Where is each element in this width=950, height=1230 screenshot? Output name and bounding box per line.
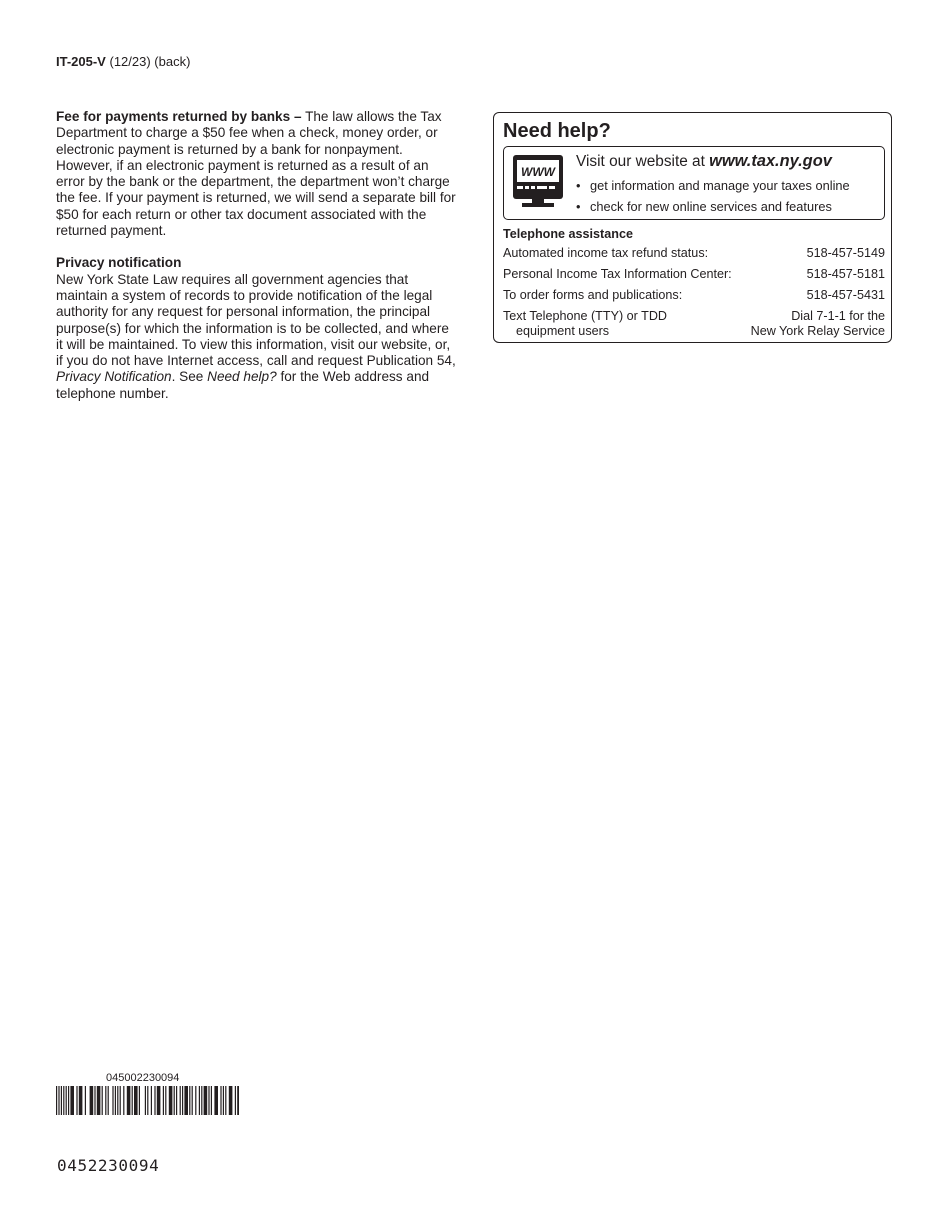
fee-heading: Fee for payments returned by banks – [56,109,302,124]
bullet-text: check for new online services and features [590,199,832,214]
list-item [576,196,850,217]
phone-label: To order forms and publications: [503,288,683,302]
phone-label: Personal Income Tax Information Center: [503,267,732,281]
scan-line-number: 0452230094 [57,1156,160,1175]
phone-number: 518-457-5181 [806,267,885,281]
privacy-body-2: . See [171,369,208,385]
form-identifier [56,54,190,69]
privacy-body-1: New York State Law requires all government agencies that maintain a system of records to provide notification of the legal authority for any request for personal information, the principal purpose(s) for which the information is to be collected, and where it will be maintained. To view this information, visit our website, or, if you do not have Internet access, call and request Publication 54, [56,271,456,369]
list-item [576,175,850,196]
website-link[interactable]: www.tax.ny.gov [709,152,832,170]
tty-label [503,309,667,339]
privacy-heading: Privacy notification [56,255,182,271]
phone-number: 518-457-5149 [806,246,885,260]
privacy-body-3: for the Web address and telephone number. [56,369,430,401]
phone-row-tty [503,309,885,341]
www-icon-text: WWW [521,165,555,179]
website-line [576,152,832,171]
www-monitor-icon [512,154,564,208]
tty-value-line: New York Relay Service [750,324,885,338]
privacy-paragraph [56,272,458,402]
website-prefix: Visit our website at [576,153,710,170]
bullet-text: get information and manage your taxes online [590,178,850,193]
tty-label-line: equipment users [516,324,610,338]
form-version: (12/23) (back) [109,54,191,69]
barcode-number: 045002230094 [106,1072,180,1084]
website-bullet-list [576,175,850,217]
need-help-box [493,112,892,343]
phone-label: Automated income tax refund status: [503,246,709,260]
tty-value-line: Dial 7-1-1 for the [791,309,885,323]
form-code: IT-205-V [56,54,106,69]
telephone-heading: Telephone assistance [503,227,633,241]
need-help-title: Need help? [503,120,611,142]
instructions-column [56,109,458,402]
tty-value [751,309,885,339]
bullet-glyph: • [576,199,581,214]
website-box [503,146,885,220]
privacy-publication-title: Privacy Notification [56,369,172,385]
barcode-bars [56,1086,239,1115]
need-help-reference: Need help? [207,369,277,385]
tty-label-line: Text Telephone (TTY) or TDD [503,309,668,323]
bullet-glyph: • [576,178,581,193]
fee-paragraph [56,109,458,239]
barcode [56,1086,240,1115]
phone-number: 518-457-5431 [806,288,885,302]
fee-body: The law allows the Tax Department to charge a $50 fee when a check, money order, or electronic payment is returned by a bank for nonpayment. However, if an electronic payment is returned as a result of an error by the bank or the department, the department won’t charge the fee. If your payment is returned, we will send a separate bill for $50 for each return or other tax document associated with the returned payment. [56,109,456,239]
